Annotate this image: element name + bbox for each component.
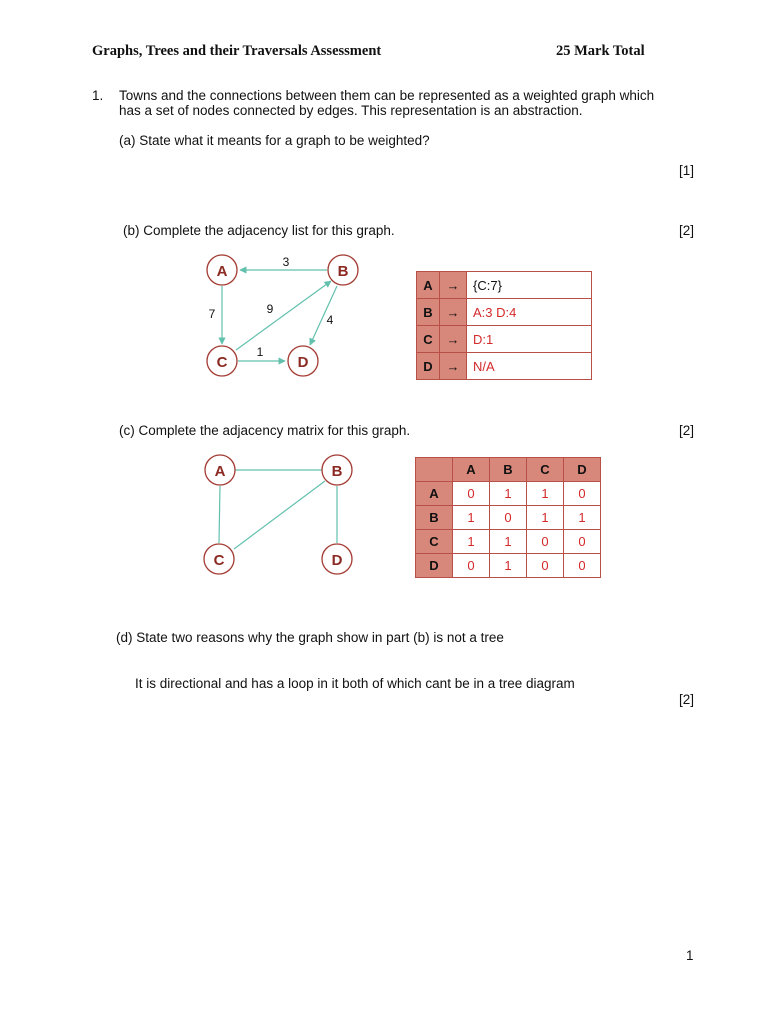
matrix-row (416, 482, 601, 506)
question-number: 1. (92, 88, 104, 103)
list-node: A (417, 272, 440, 299)
edge-c-b (236, 281, 331, 350)
page-number: 1 (686, 948, 694, 963)
svg-text:C: C (213, 552, 225, 569)
matrix-cell: 0 (490, 506, 527, 530)
list-item (417, 299, 592, 326)
matrix-row (416, 506, 601, 530)
matrix-row-header: A (416, 482, 453, 506)
matrix-cell: 1 (564, 506, 601, 530)
matrix-cell: 1 (453, 530, 490, 554)
graph-node (204, 544, 234, 574)
matrix-col-header: C (527, 458, 564, 482)
part-c-marks: [2] (679, 423, 695, 438)
list-value: D:1 (467, 326, 592, 353)
svg-text:B: B (337, 263, 349, 280)
undirected-graph (204, 455, 352, 574)
graph-node (207, 346, 237, 376)
list-node: B (417, 299, 440, 326)
list-value: A:3 D:4 (467, 299, 592, 326)
part-d-text: (d) State two reasons why the graph show in part (b) is not a tree (116, 630, 504, 645)
graph-node (288, 346, 318, 376)
edge-a-c (219, 486, 220, 543)
matrix-cell: 1 (527, 506, 564, 530)
matrix-cell: 1 (490, 482, 527, 506)
arrow-icon: → (440, 326, 467, 353)
part-b-text: (b) Complete the adjacency list for this graph. (123, 223, 395, 238)
matrix-row-header: B (416, 506, 453, 530)
part-d-answer: It is directional and has a loop in it both of which cant be in a tree diagram (135, 676, 575, 691)
matrix-cell: 0 (527, 530, 564, 554)
part-b-marks: [2] (679, 223, 695, 238)
matrix-cell: 1 (527, 482, 564, 506)
graph-node (328, 255, 358, 285)
graph-node (207, 255, 237, 285)
weight-label: 3 (282, 255, 290, 269)
part-a-text: (a) State what it meants for a graph to be weighted? (119, 133, 430, 148)
arrow-icon: → (440, 299, 467, 326)
part-a-marks: [1] (679, 163, 695, 178)
svg-text:A: A (216, 263, 228, 280)
weight-label: 1 (256, 345, 264, 359)
question-intro-line1: Towns and the connections between them can be represented as a weighted graph which (119, 88, 655, 103)
list-item (417, 353, 592, 380)
matrix-cell: 1 (453, 506, 490, 530)
matrix-col-header: D (564, 458, 601, 482)
matrix-cell: 1 (490, 530, 527, 554)
list-node: D (417, 353, 440, 380)
matrix-col-header: B (490, 458, 527, 482)
weight-label: 7 (208, 307, 216, 321)
list-value: {C:7} (467, 272, 592, 299)
assessment-title: Graphs, Trees and their Traversals Assessment (92, 43, 382, 59)
weight-label: 4 (326, 313, 334, 327)
list-item (417, 326, 592, 353)
graph-node (322, 544, 352, 574)
matrix-cell: 0 (527, 554, 564, 578)
weighted-graph (207, 255, 358, 376)
arrow-icon: → (440, 353, 467, 380)
list-item (417, 272, 592, 299)
matrix-cell: 0 (564, 554, 601, 578)
matrix-header-row (416, 458, 601, 482)
matrix-row (416, 554, 601, 578)
matrix-cell: 0 (564, 482, 601, 506)
svg-text:D: D (297, 354, 309, 371)
svg-text:D: D (331, 552, 343, 569)
part-d-marks: [2] (679, 692, 695, 707)
adjacency-matrix (415, 457, 601, 578)
list-node: C (417, 326, 440, 353)
list-value: N/A (467, 353, 592, 380)
adjacency-list (416, 271, 592, 380)
matrix-col-header: A (453, 458, 490, 482)
graph-node (322, 455, 352, 485)
matrix-row-header: D (416, 554, 453, 578)
weight-label: 9 (266, 302, 274, 316)
mark-total: 25 Mark Total (556, 43, 645, 59)
matrix-corner (416, 458, 453, 482)
svg-text:B: B (331, 463, 343, 480)
svg-text:A: A (214, 463, 226, 480)
edge-c-b (234, 481, 325, 549)
matrix-cell: 0 (453, 482, 490, 506)
arrow-icon: → (440, 272, 467, 299)
question-intro-line2: has a set of nodes connected by edges. This representation is an abstraction. (119, 103, 583, 118)
matrix-row (416, 530, 601, 554)
matrix-cell: 1 (490, 554, 527, 578)
matrix-cell: 0 (564, 530, 601, 554)
svg-text:C: C (216, 354, 228, 371)
matrix-cell: 0 (453, 554, 490, 578)
matrix-row-header: C (416, 530, 453, 554)
graph-node (205, 455, 235, 485)
part-c-text: (c) Complete the adjacency matrix for this graph. (119, 423, 411, 438)
